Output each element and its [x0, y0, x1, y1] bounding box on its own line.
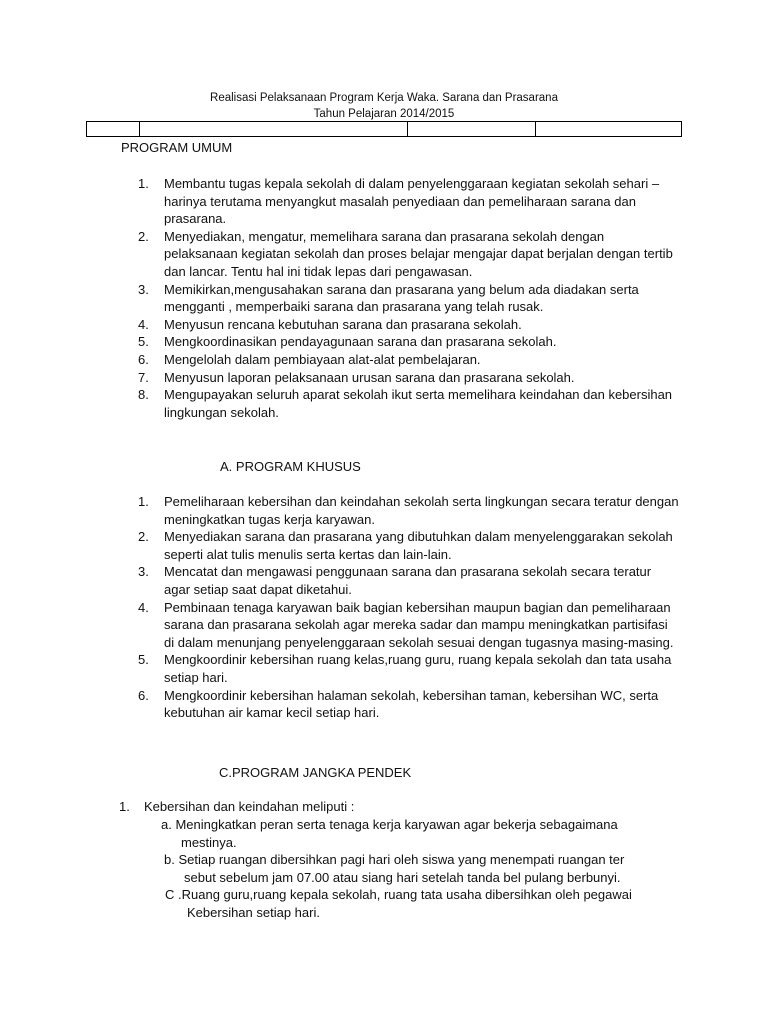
- sub-item-b-line: b. Setiap ruangan dibersihkan pagi hari oleh siswa yang menempati ruangan ter: [164, 852, 625, 867]
- item-number: 8.: [138, 387, 149, 403]
- item-text: Pembinaan tenaga karyawan baik bagian kebersihan maupun bagian dan pemeliharaan sarana dan prasarana sekolah agar mereka sadar dan mampu meningkatkan partisifasi di dalam menunjang penyelenggaraan sekolah sesuai dengan tugasnya masing-masing.: [164, 599, 674, 650]
- list-item: [138, 563, 680, 598]
- list-item: [138, 351, 676, 369]
- sub-item-a: [161, 816, 618, 851]
- table-cell: [536, 122, 682, 137]
- jangka-pendek-item-number: 1.: [119, 799, 130, 814]
- list-item: [138, 281, 676, 316]
- program-jangka-pendek-heading: C.PROGRAM JANGKA PENDEK: [219, 765, 412, 780]
- jangka-pendek-item-text: Kebersihan dan keindahan meliputi :: [144, 799, 355, 814]
- item-text: Menyediakan, mengatur, memelihara sarana dan prasarana sekolah dengan pelaksanaan kegiatan sekolah dan proses belajar mengajar dapat berjalan dengan tertib dan lancar. Tentu hal ini tidak lepas dari pengawasan.: [164, 228, 673, 279]
- sub-item-a-line: a. Meningkatkan peran serta tenaga kerja karyawan agar bekerja sebagaimana: [161, 817, 618, 832]
- item-number: 6.: [138, 351, 149, 367]
- list-item: [138, 333, 676, 351]
- list-item: [138, 175, 676, 228]
- list-item: [138, 687, 680, 722]
- item-number: 5.: [138, 334, 149, 350]
- list-item: [138, 316, 676, 334]
- table-cell: [140, 122, 408, 137]
- list-item: [138, 369, 676, 387]
- sub-item-c-line: C .Ruang guru,ruang kepala sekolah, ruang tata usaha dibersihkan oleh pegawai: [165, 887, 632, 902]
- item-number: 2.: [138, 529, 149, 545]
- item-text: Mencatat dan mengawasi penggunaan sarana dan prasarana sekolah secara teratur agar setiap saat dapat diketahui.: [164, 564, 652, 597]
- table-cell: [408, 122, 536, 137]
- item-number: 1.: [138, 176, 149, 191]
- header-table: [86, 121, 682, 137]
- item-number: 1.: [138, 494, 149, 509]
- list-item: [138, 228, 676, 281]
- document-title: Realisasi Pelaksanaan Program Kerja Waka. Sarana dan Prasarana: [210, 92, 558, 104]
- item-text: Menyusun laporan pelaksanaan urusan sarana dan prasarana sekolah.: [164, 369, 575, 385]
- item-text: Menyusun rencana kebutuhan sarana dan prasarana sekolah.: [164, 316, 522, 332]
- list-item: [138, 528, 680, 563]
- program-khusus-list: [138, 493, 680, 722]
- item-text: Mengkoordinir kebersihan ruang kelas,ruang guru, ruang kepala sekolah dan tata usaha setiap hari.: [164, 652, 672, 685]
- sub-item-c-line: Kebersihan setiap hari.: [187, 904, 320, 920]
- item-number: 6.: [138, 687, 149, 703]
- item-text: Pemeliharaan kebersihan dan keindahan sekolah serta lingkungan secara teratur dengan meningkatkan tugas kerja karyawan.: [164, 494, 679, 527]
- item-number: 4.: [138, 599, 149, 615]
- sub-item-c: [165, 886, 632, 921]
- sub-item-a-line: mestinya.: [181, 834, 237, 850]
- item-text: Menyediakan sarana dan prasarana yang dibutuhkan dalam menyelenggarakan sekolah seperti alat tulis menulis serta kertas dan lain-lain.: [164, 529, 673, 562]
- item-text: Membantu tugas kepala sekolah di dalam penyelenggaraan kegiatan sekolah sehari –harinya terutama menyangkut masalah penyediaan dan pemeliharaan sarana dan prasarana.: [164, 176, 660, 227]
- item-text: Mengkoordinasikan pendayagunaan sarana dan prasarana sekolah.: [164, 334, 557, 350]
- document-subtitle: Tahun Pelajaran 2014/2015: [313, 108, 455, 120]
- item-number: 7.: [138, 369, 149, 385]
- program-umum-list: [138, 175, 676, 421]
- item-number: 2.: [138, 228, 149, 244]
- list-item: [138, 386, 676, 421]
- list-item: [138, 651, 680, 686]
- list-item: [138, 493, 680, 528]
- program-khusus-heading: A. PROGRAM KHUSUS: [220, 459, 361, 474]
- item-number: 5.: [138, 652, 149, 668]
- item-number: 4.: [138, 316, 149, 332]
- list-item: [138, 599, 680, 652]
- item-number: 3.: [138, 564, 149, 580]
- program-umum-heading: PROGRAM UMUM: [121, 140, 233, 155]
- item-text: Mengelolah dalam pembiayaan alat-alat pembelajaran.: [164, 351, 481, 367]
- item-text: Mengupayakan seluruh aparat sekolah ikut serta memelihara keindahan dan kebersihan lingkungan sekolah.: [164, 387, 673, 420]
- sub-item-b: [164, 851, 624, 886]
- table-cell: [87, 122, 140, 137]
- item-text: Memikirkan,mengusahakan sarana dan prasarana yang belum ada diadakan serta mengganti , memperbaiki sarana dan prasarana yang telah rusak.: [164, 281, 639, 315]
- sub-item-b-line: sebut sebelum jam 07.00 atau siang hari setelah tanda bel pulang berbunyi.: [184, 869, 621, 885]
- item-text: Mengkoordinir kebersihan halaman sekolah, kebersihan taman, kebersihan WC, serta kebutuhan air kamar kecil setiap hari.: [164, 687, 659, 721]
- item-number: 3.: [138, 281, 149, 297]
